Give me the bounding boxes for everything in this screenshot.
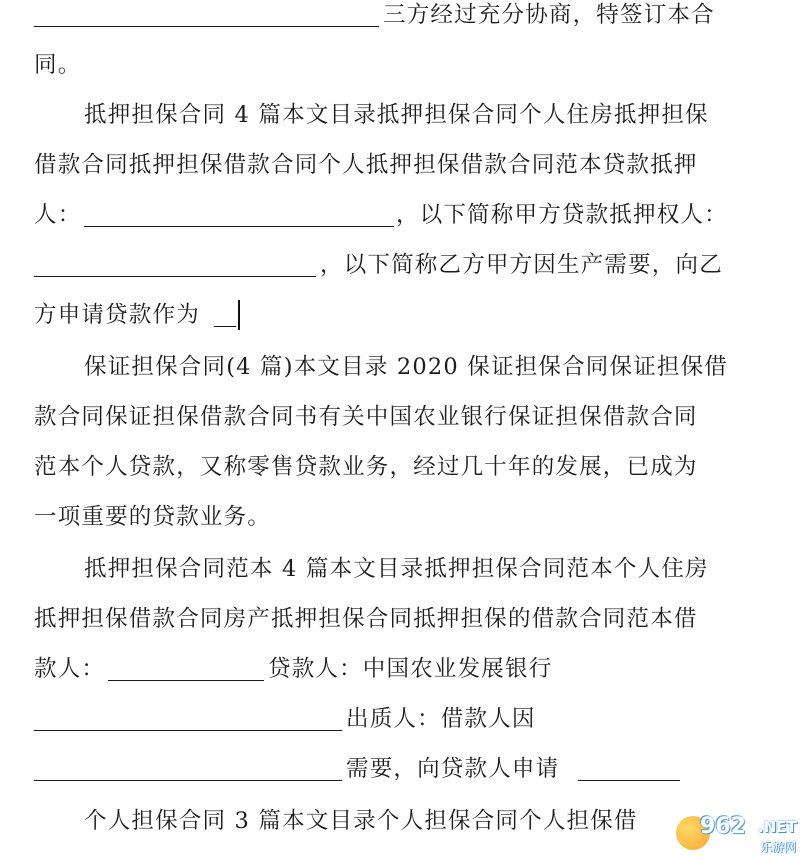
fill-blank	[34, 780, 342, 781]
text-segment: 需要，向贷款人申请	[346, 756, 560, 782]
text-segment: ，以下简称乙方甲方因生产需要，向乙	[320, 252, 723, 278]
fill-blank	[34, 276, 316, 277]
text-segment: 范本个人贷款，又称零售贷款业务，经过几十年的发展，已成为	[34, 454, 698, 480]
fill-blank	[214, 326, 236, 327]
fill-blank	[108, 680, 264, 681]
text-segment: 抵押担保合同范本 4 篇本文目录抵押担保合同范本个人住房	[84, 556, 709, 582]
text-segment: 一项重要的贷款业务。	[34, 504, 272, 530]
text-segment: 出质人：借款人因	[346, 706, 536, 732]
fill-blank	[578, 780, 680, 781]
text-segment: 借款合同抵押担保借款合同个人抵押担保借款合同范本贷款抵押	[34, 152, 698, 178]
text-segment: 个人担保合同 3 篇本文目录个人担保合同个人担保借	[84, 808, 638, 834]
text-segment: 方申请贷款作为	[34, 302, 200, 328]
watermark-domain: .NET	[758, 818, 797, 836]
watermark-number: 962	[700, 814, 746, 839]
text-segment: 人：	[34, 202, 82, 228]
text-segment: 贷款人：中国农业发展银行	[268, 656, 553, 682]
text-segment: 抵押担保借款合同房产抵押担保合同抵押担保的借款合同范本借	[34, 606, 698, 632]
site-watermark	[676, 808, 806, 858]
text-segment: 款人：	[34, 656, 106, 682]
text-segment: 同。	[34, 52, 82, 78]
text-cursor	[238, 300, 240, 330]
fill-blank	[84, 226, 394, 227]
text-segment: 保证担保合同(4 篇)本文目录 2020 保证担保合同保证担保借	[84, 354, 728, 380]
text-segment: 款合同保证担保借款合同书有关中国农业银行保证担保借款合同	[34, 404, 698, 430]
text-segment: ，以下简称甲方贷款抵押权人：	[396, 202, 728, 228]
text-segment: 三方经过充分协商，特签订本合	[383, 2, 715, 28]
text-segment: 抵押担保合同 4 篇本文目录抵押担保合同个人住房抵押担保	[84, 102, 709, 128]
watermark-site-name: 乐游网	[760, 840, 797, 854]
fill-blank	[34, 26, 379, 27]
fill-blank	[34, 730, 342, 731]
